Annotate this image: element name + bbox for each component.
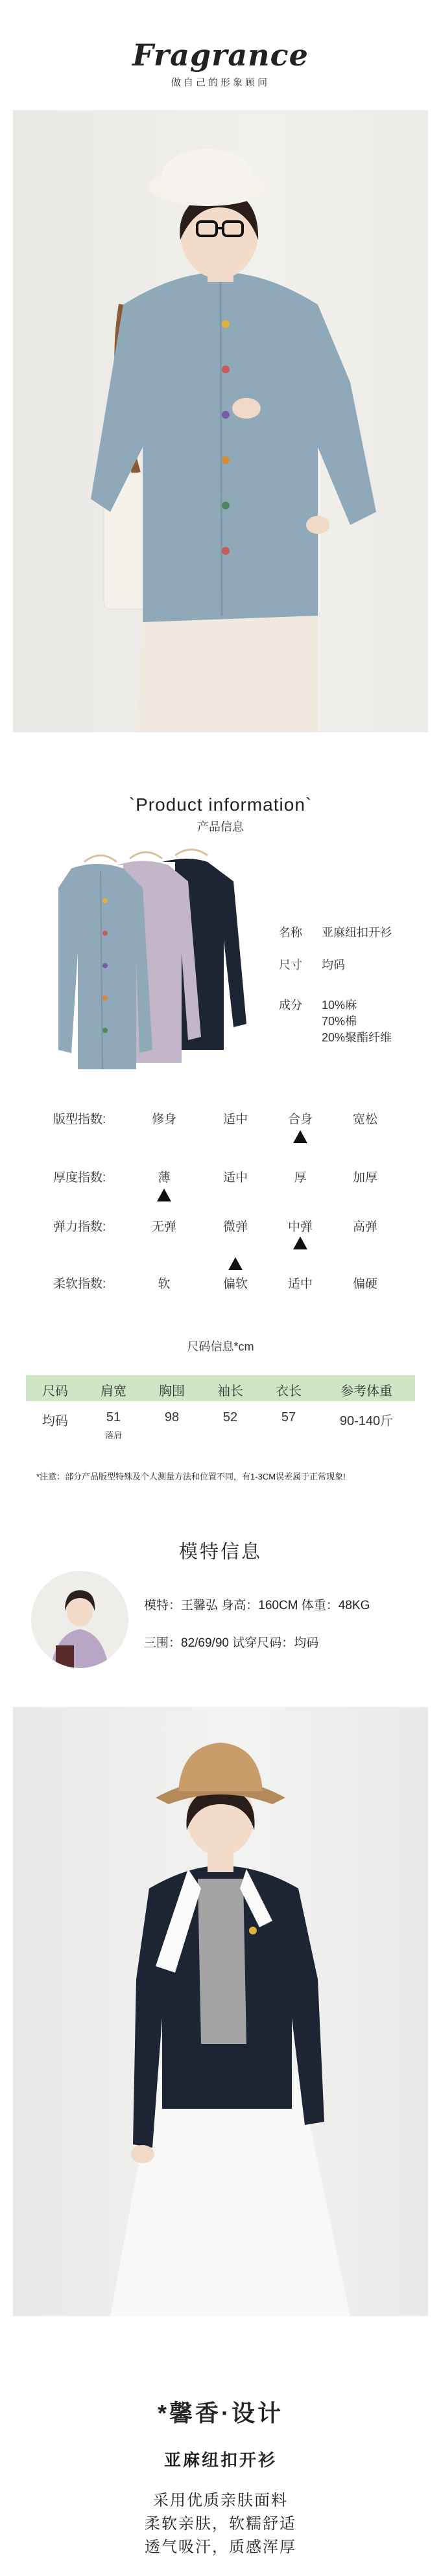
product-name: 亚麻纽扣开衫 bbox=[163, 2450, 277, 2470]
attr-elasticity-marker-icon bbox=[293, 1236, 307, 1249]
spec-name: 名称 亚麻纽扣开衫 bbox=[279, 926, 392, 939]
size-value-cell: 51 bbox=[106, 1410, 121, 1424]
product-info-title: `Product information` bbox=[128, 795, 313, 815]
attr-thickness-option: 厚 bbox=[294, 1171, 307, 1185]
attr-thickness-option: 适中 bbox=[222, 1171, 248, 1185]
size-value-cell: 90-140斤 bbox=[339, 1414, 394, 1428]
model-stats-line2: 三围：82/69/90 试穿尺码：均码 bbox=[144, 1636, 319, 1650]
size-table-title: 尺码信息*cm bbox=[187, 1340, 254, 1353]
attr-elasticity-option: 高弹 bbox=[352, 1220, 377, 1234]
measurement-note: *注意：部分产品版型特殊及个人测量方法和位置不同，有1-3CM误差属于正常现象! bbox=[36, 1472, 346, 1481]
size-value-cell: 均码 bbox=[42, 1414, 68, 1428]
model-photo-navy-cardigan bbox=[13, 1707, 428, 2316]
brand-cn-title: *馨香·设计 bbox=[158, 2400, 283, 2426]
size-value-cell: 98 bbox=[164, 1410, 180, 1424]
product-info-subtitle: 产品信息 bbox=[197, 820, 244, 833]
size-header-cell: 衣长 bbox=[276, 1384, 302, 1398]
brand-tagline: 做自己的形象顾问 bbox=[171, 77, 270, 88]
attr-thickness-option: 加厚 bbox=[352, 1171, 377, 1185]
size-header-cell: 参考体重 bbox=[340, 1384, 392, 1398]
model-stats-line1: 模特：王馨弘 身高：160CM 体重：48KG bbox=[144, 1599, 370, 1612]
size-value-cell: 52 bbox=[222, 1410, 238, 1424]
spec-composition-2: 70%棉 bbox=[322, 1015, 357, 1028]
attr-label-elasticity: 弹力指数: bbox=[53, 1220, 106, 1234]
attr-elasticity-option: 无弹 bbox=[151, 1220, 176, 1234]
spec-size: 尺寸 均码 bbox=[279, 958, 345, 971]
attr-softness-option: 适中 bbox=[287, 1277, 313, 1291]
size-header-cell: 肩宽 bbox=[101, 1384, 126, 1398]
brand-logo: Fragrance bbox=[132, 38, 309, 73]
attr-label-softness: 柔软指数: bbox=[53, 1277, 106, 1291]
attr-thickness-option: 薄 bbox=[158, 1171, 171, 1185]
spec-composition: 成分 10%麻 bbox=[279, 999, 357, 1012]
attr-softness-option: 偏硬 bbox=[352, 1277, 377, 1291]
size-header-cell: 尺码 bbox=[42, 1384, 68, 1398]
attr-fit-option: 适中 bbox=[222, 1113, 248, 1126]
feature-line: 采用优质亲肤面料 bbox=[153, 2492, 288, 2509]
attr-fit-option: 修身 bbox=[151, 1113, 176, 1126]
attr-thickness-marker-icon bbox=[157, 1189, 171, 1201]
attr-softness-option: 软 bbox=[158, 1277, 171, 1291]
model-avatar bbox=[31, 1571, 128, 1668]
size-header-cell: 袖长 bbox=[217, 1384, 243, 1398]
attr-label-fit: 版型指数: bbox=[53, 1113, 106, 1126]
attr-fit-marker-icon bbox=[293, 1130, 307, 1143]
feature-line: 透气吸汗，质感浑厚 bbox=[145, 2538, 296, 2556]
size-header-cell: 胸围 bbox=[159, 1384, 185, 1398]
attr-softness-marker-icon bbox=[228, 1257, 243, 1270]
size-value-cell: 57 bbox=[281, 1410, 296, 1424]
attr-fit-option: 宽松 bbox=[352, 1113, 377, 1126]
size-table bbox=[26, 1375, 415, 1440]
feature-line: 柔软亲肤，软糯舒适 bbox=[145, 2515, 296, 2533]
attr-fit-option: 合身 bbox=[287, 1113, 313, 1126]
shoulder-note: 落肩 bbox=[104, 1430, 122, 1440]
attr-softness-option: 偏软 bbox=[222, 1277, 248, 1291]
attr-label-thickness: 厚度指数: bbox=[53, 1171, 106, 1185]
attr-elasticity-option: 微弹 bbox=[222, 1220, 248, 1234]
model-photo-blue-cardigan bbox=[13, 110, 428, 732]
attr-elasticity-option: 中弹 bbox=[287, 1220, 313, 1234]
model-info-title: 模特信息 bbox=[178, 1542, 262, 1562]
spec-composition-3: 20%聚酯纤维 bbox=[322, 1031, 392, 1044]
product-flatlay-image bbox=[45, 842, 259, 1076]
